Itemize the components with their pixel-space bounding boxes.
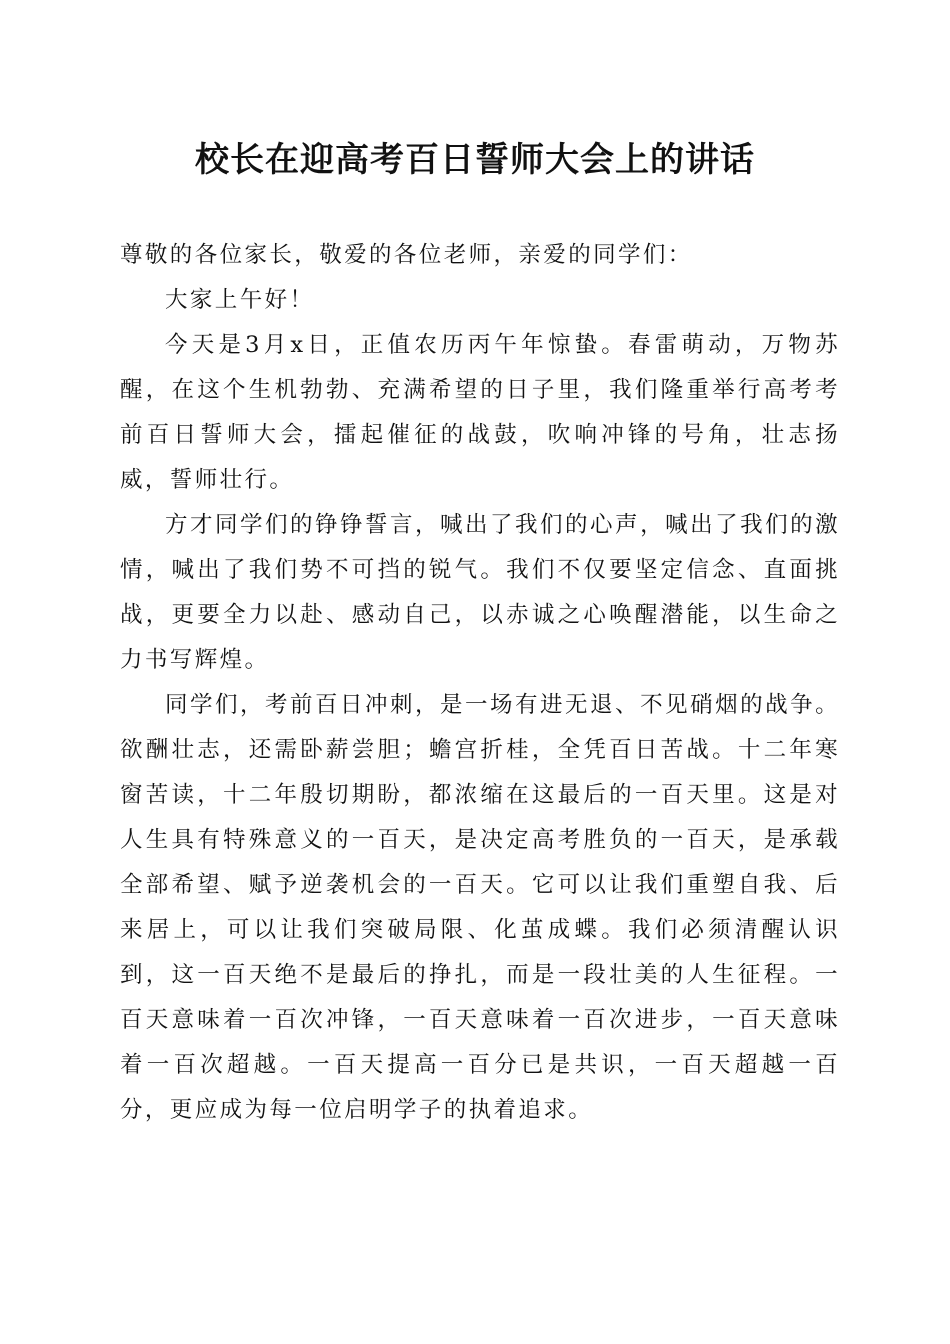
paragraph-opening: 今天是3月x日，正值农历丙午年惊蛰。春雷萌动，万物苏醒，在这个生机勃勃、充满希望的日子里，我们隆重举行高考考前百日誓师大会，擂起催征的战鼓，吹响冲锋的号角，壮志扬威，誓师壮行。 <box>120 332 840 493</box>
document-body <box>120 233 840 1133</box>
salutation: 尊敬的各位家长，敬爱的各位老师，亲爱的同学们： <box>120 242 693 268</box>
paragraph-oath: 方才同学们的铮铮誓言，喊出了我们的心声，喊出了我们的激情，喊出了我们势不可挡的锐气。我们不仅要坚定信念、直面挑战，更要全力以赴、感动自己，以赤诚之心唤醒潜能，以生命之力书写辉煌。 <box>120 512 840 673</box>
paragraph-hundred-days: 同学们，考前百日冲刺，是一场有进无退、不见硝烟的战争。欲酬壮志，还需卧薪尝胆；蟾宫折桂，全凭百日苦战。十二年寒窗苦读，十二年殷切期盼，都浓缩在这最后的一百天里。这是对人生具有特殊意义的一百天，是决定高考胜负的一百天，是承载全部希望、赋予逆袭机会的一百天。它可以让我们重塑自我、后来居上，可以让我们突破局限、化茧成蝶。我们必须清醒认识到，这一百天绝不是最后的挣扎，而是一段壮美的人生征程。一百天意味着一百次冲锋，一百天意味着一百次进步，一百天意味着一百次超越。一百天提高一百分已是共识，一百天超越一百分，更应成为每一位启明学子的执着追求。 <box>120 692 840 1123</box>
greeting: 大家上午好！ <box>165 287 315 313</box>
document-title: 校长在迎高考百日誓师大会上的讲话 <box>195 140 755 180</box>
